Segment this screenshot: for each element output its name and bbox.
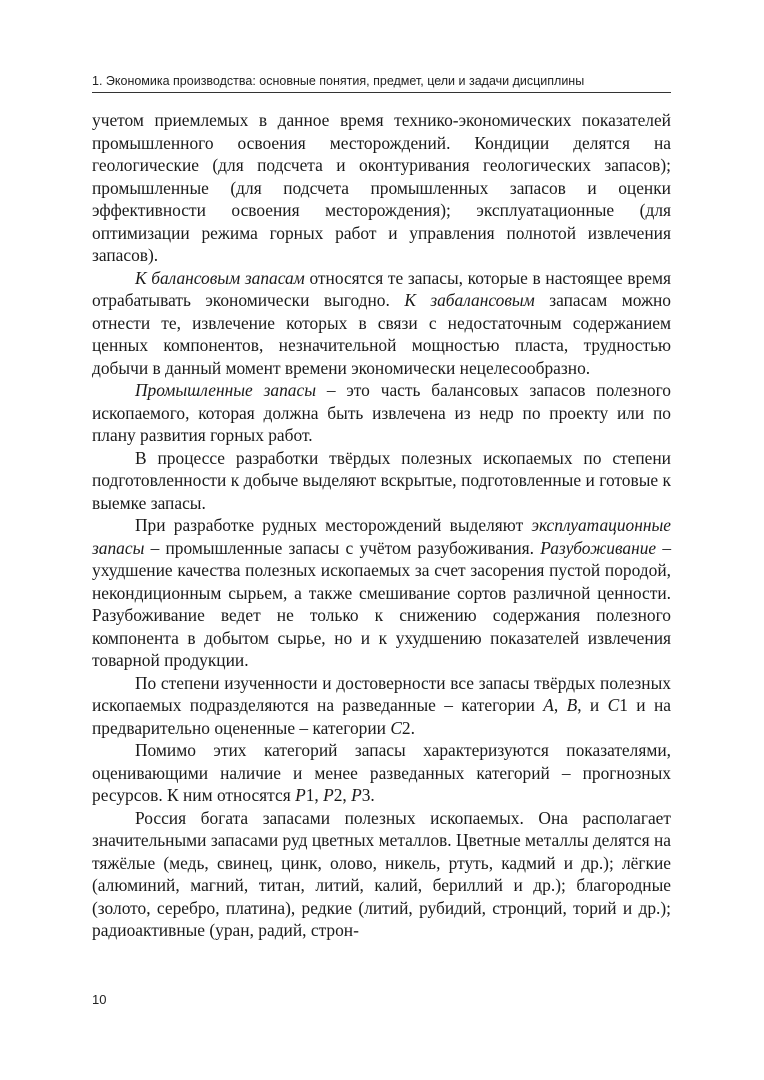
paragraph-text: 1 и на предварительно оцененные – категории — [92, 695, 671, 738]
category-letter: С — [390, 717, 402, 738]
term-operational-reserves: эксплуатационные запасы — [92, 515, 671, 558]
category-letter: Р — [351, 785, 362, 805]
page-number: 10 — [92, 992, 107, 1007]
paragraph-6 — [92, 672, 671, 740]
header-divider — [92, 92, 671, 93]
paragraph-text: , — [553, 695, 567, 715]
paragraph-text: относятся те запасы, которые в настоящее время отрабатывать экономически выгодно. — [92, 267, 671, 310]
term-balance-reserves: К балансовым запасам — [135, 267, 305, 288]
paragraph-4 — [92, 447, 671, 515]
paragraph-text: В процессе разработки твёрдых полезных ископаемых по степени подготовленности к добыче выделяют вскрытые, подготовленные и готовые к выемке запасы. — [92, 447, 671, 513]
paragraph-text: Россия богата запасами полезных ископаемых. Она располагает значительными запасами руд цветных металлов. Цветные металлы делятся на тяжёлые (медь, свинец, цинк, олово, никель, ртуть, кадмий и др.); лёгкие (алюминий, магний, титан, литий, калий, бериллий и др.); благородные (золото, серебро, платина), редкие (литий, рубидий, стронций, торий и др.); радиоактивные (уран, радий, строн- — [92, 807, 671, 940]
category-letter: С — [607, 695, 620, 715]
term-industrial-reserves: Промышленные запасы — [135, 380, 316, 400]
term-dilution: Разубоживание — [540, 537, 657, 558]
category-letter: В — [566, 695, 578, 715]
paragraph-2 — [92, 267, 671, 380]
paragraph-text: – это часть балансовых запасов полезного ископаемого, которая должна быть извлечена из недр по проекту или по плану развития горных работ. — [92, 380, 671, 445]
paragraph-3 — [92, 379, 671, 447]
running-header: 1. Экономика производства: основные понятия, предмет, цели и задачи дисциплины — [92, 74, 585, 88]
paragraph-text: – промышленные запасы с учётом разубоживания. — [144, 537, 541, 558]
paragraph-8 — [92, 807, 671, 942]
paragraph-7 — [92, 739, 671, 807]
paragraph-text: 2, — [333, 785, 352, 805]
paragraph-text: 3. — [361, 785, 375, 805]
paragraph-text: При разработке рудных месторождений выделяют — [135, 515, 532, 535]
body-text — [92, 109, 671, 942]
paragraph-text: , и — [577, 695, 608, 715]
paragraph-text: 2. — [401, 717, 415, 738]
category-letter: Р — [295, 785, 306, 805]
paragraph-text: Помимо этих категорий запасы характеризуются показателями, оценивающими наличие и менее разведанных категорий – прогнозных ресурсов. К ним относятся — [92, 740, 671, 805]
paragraph-5 — [92, 514, 671, 672]
paragraph-text: запасам можно отнести те, извлечение которых в связи с недостаточным содержанием ценных компонентов, незначительной мощностью пласта, трудностью добычи в данный момент времени экономически нецелесообразно. — [92, 290, 671, 378]
paragraph-text: По степени изученности и достоверности все запасы твёрдых полезных ископаемых подразделяются на разведанные – категории — [92, 672, 671, 715]
category-letter: Р — [323, 785, 334, 805]
paragraph-text: – ухудшение качества полезных ископаемых за счет засорения пустой породой, некондиционным сырьем, а также смешивание сортов различной ценности. Разубоживание ведет не только к снижению содержания полезного компонента в добытом сырье, но и к ухудшению показателей извлечения товарной продукции. — [92, 537, 672, 670]
paragraph-1 — [92, 109, 671, 267]
paragraph-text: учетом приемлемых в данное время технико-экономических показателей промышленного освоения месторождений. Кондиции делятся на геологические (для подсчета и оконтуривания геологических запасов); промышленные (для подсчета промышленных запасов и оценки эффективности освоения месторождения); эксплуатационные (для оптимизации режима горных работ и управления полнотой извлечения запасов). — [92, 110, 671, 265]
term-off-balance-reserves: К забалансовым — [404, 290, 535, 310]
category-letter: А — [543, 695, 554, 715]
paragraph-text: 1, — [305, 785, 324, 805]
